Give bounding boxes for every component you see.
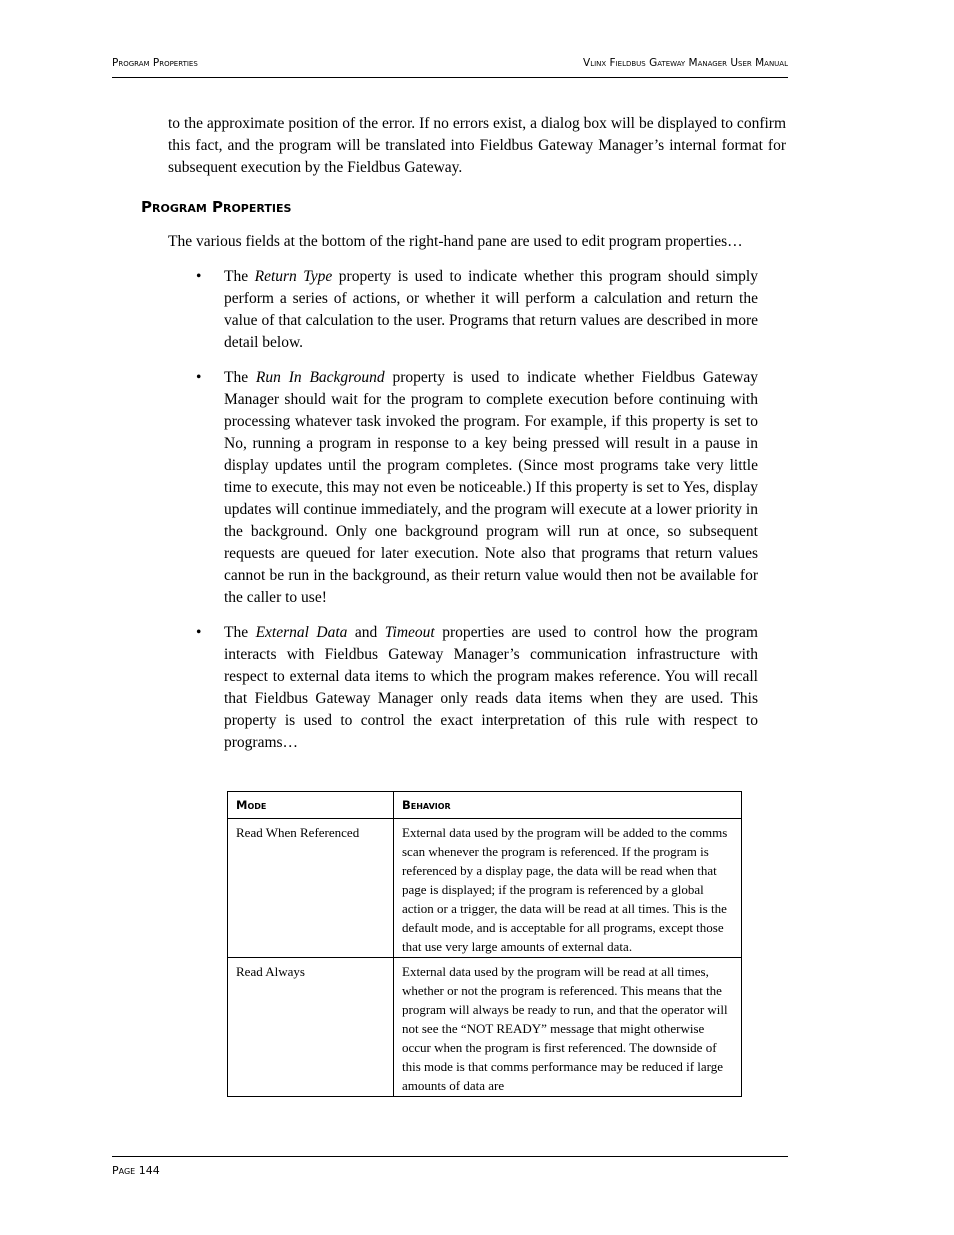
header-section-title: Program Properties <box>112 57 198 69</box>
bullet-icon: • <box>196 624 202 641</box>
bullet-return-type <box>196 266 758 354</box>
header-manual-title: Vlinx Fieldbus Gateway Manager User Manual <box>583 57 788 69</box>
bullet-run-in-background <box>196 367 758 609</box>
bullet-connector: and <box>347 624 385 641</box>
external-data-mode-table <box>227 791 742 1097</box>
header-rule <box>112 77 788 78</box>
property-bullet-list <box>196 266 758 767</box>
footer-rule <box>112 1156 788 1157</box>
bullet-term-2: Timeout <box>384 624 435 641</box>
column-header-mode: Mode <box>228 792 394 819</box>
bullet-term: Return Type <box>254 268 333 285</box>
section-intro: The various fields at the bottom of the right-hand pane are used to edit program properties… <box>168 233 743 250</box>
bullet-prefix: The <box>224 624 256 641</box>
behavior-cell: External data used by the program will be read at all times, whether or not the program is referenced. This means that the program will always be ready to run, and that the operator will not see the “NOT READY” message that might otherwise occur when the program is first referenced. The downside of this mode is that comms performance may be reduced if large amounts of data are <box>394 958 742 1097</box>
bullet-text: property is used to indicate whether Fieldbus Gateway Manager should wait for the program to complete execution before continuing with processing whatever task invoked the program. For example, if this property is set to No, running a program in response to a key being pressed will result in a pause in display updates until the program completes. (Since most programs take very little time to execute, this may not even be noticeable.) If this property is set to Yes, display updates will continue immediately, and the program will execute at a lower priority in the background. Only one background program will run at once, so subsequent requests are queued for later execution. Note also that programs that return values cannot be run in the background, as their return value would then not be available for the caller to use! <box>224 369 758 606</box>
bullet-term: Run In Background <box>255 369 385 386</box>
bullet-prefix: The <box>224 369 256 386</box>
bullet-icon: • <box>196 268 202 285</box>
table-header-row <box>228 792 742 819</box>
mode-cell: Read When Referenced <box>228 819 394 958</box>
bullet-external-data-timeout <box>196 622 758 754</box>
page-number: Page 144 <box>112 1164 160 1177</box>
section-heading: Program Properties <box>141 198 292 216</box>
bullet-prefix: The <box>224 268 255 285</box>
bullet-text: properties are used to control how the program interacts with Fieldbus Gateway Manager’s communication infrastructure with respect to external data items to which the program makes reference. You will recall that Fieldbus Gateway Manager only reads data items when they are used. This property is used to control the exact interpretation of this rule with respect to programs… <box>224 624 758 751</box>
bullet-text: property is used to indicate whether this program should simply perform a series of actions, or whether it will perform a calculation and return the value of that calculation to the user. Programs that return values are described in more detail below. <box>224 268 758 351</box>
bullet-icon: • <box>196 369 202 386</box>
column-header-behavior: Behavior <box>394 792 742 819</box>
page-header <box>112 57 788 69</box>
table-row <box>228 819 742 958</box>
behavior-cell: External data used by the program will be added to the comms scan whenever the program is referenced. If the program is referenced by a display page, the data will be read when that page is displayed; if the program is referenced by a global action or a trigger, the data will be read at all times. This is the default mode, and is acceptable for all programs, except those that use very large amounts of external data. <box>394 819 742 958</box>
bullet-term: External Data <box>255 624 348 641</box>
intro-paragraph: to the approximate position of the error. If no errors exist, a dialog box will be displayed to confirm this fact, and the program will be translated into Fieldbus Gateway Manager’s internal format for subsequent execution by the Fieldbus Gateway. <box>168 115 786 176</box>
mode-cell: Read Always <box>228 958 394 1097</box>
table-row <box>228 958 742 1097</box>
